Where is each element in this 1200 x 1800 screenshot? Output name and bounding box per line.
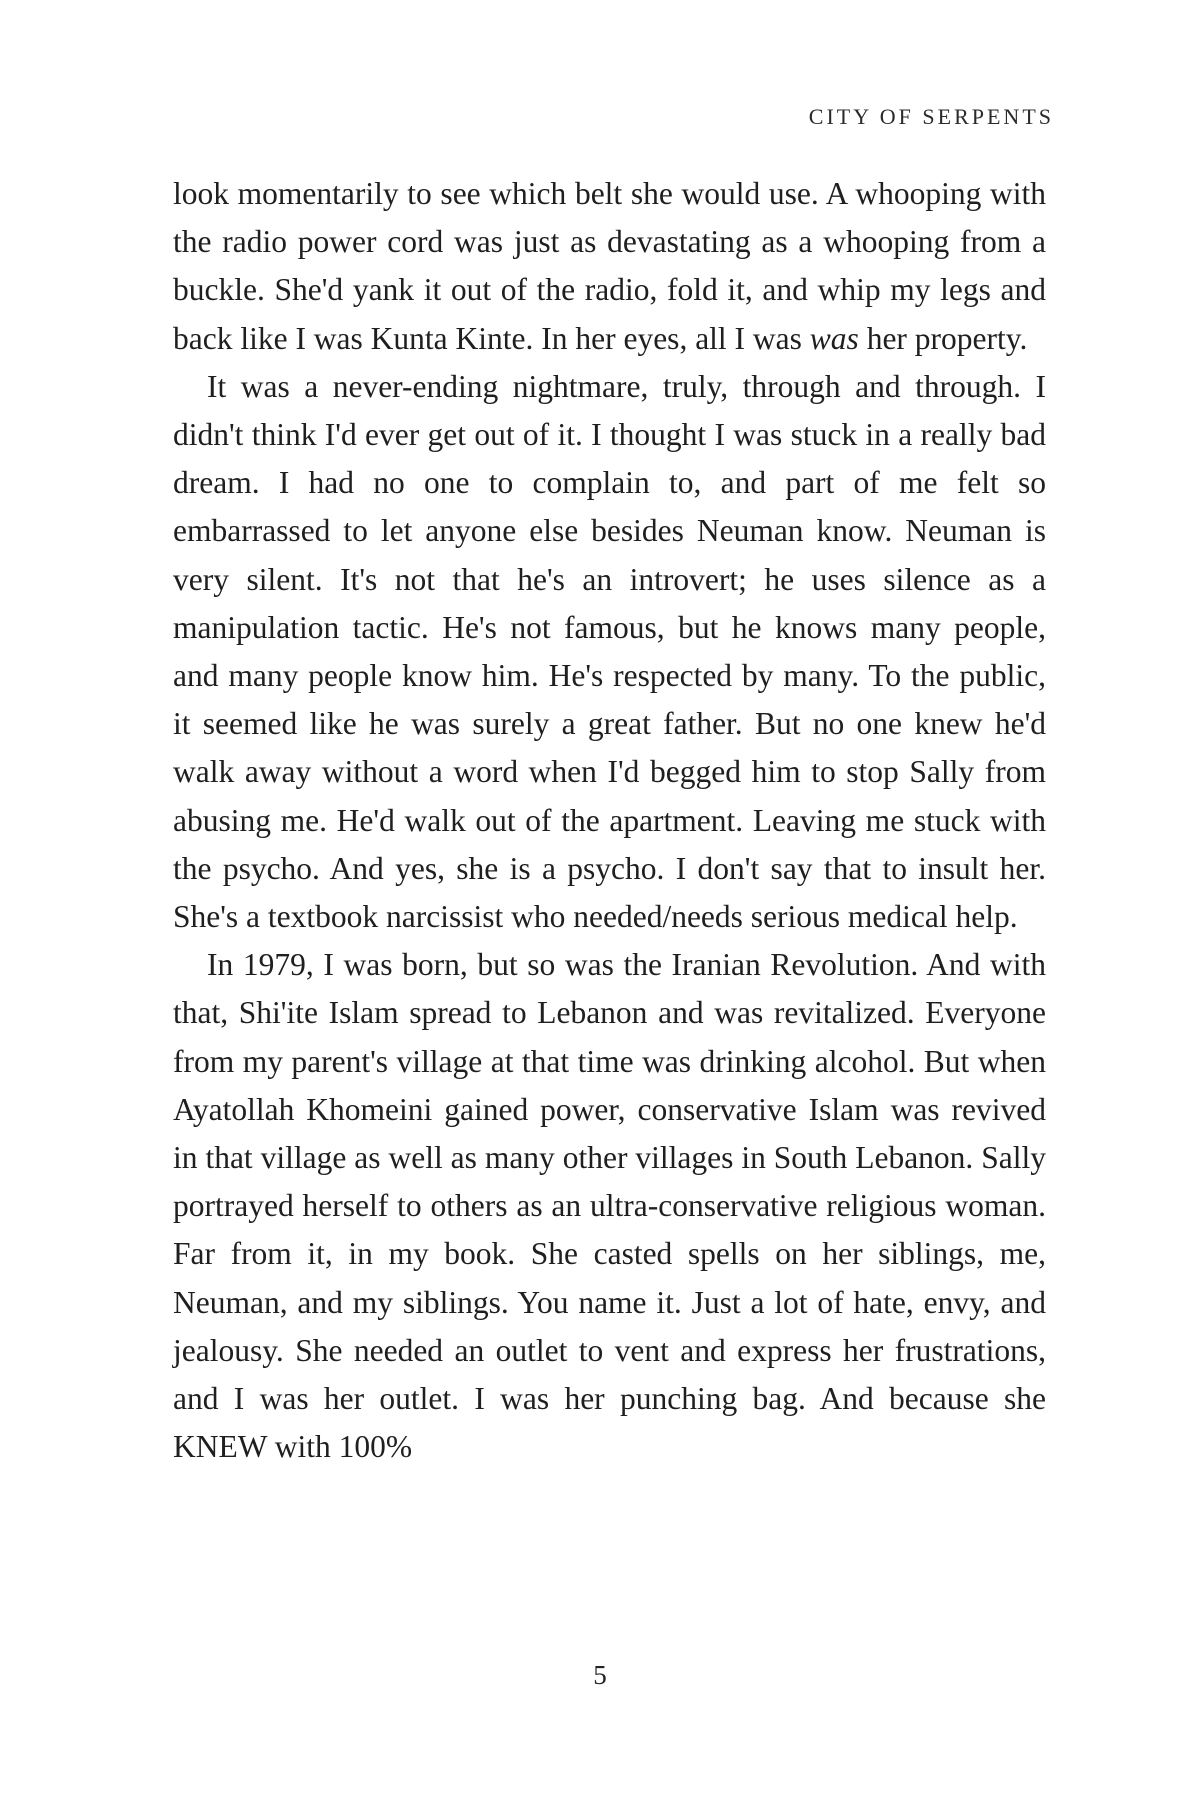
running-header: CITY OF SERPENTS	[808, 104, 1054, 129]
paragraph-1	[173, 170, 1046, 363]
body-text	[173, 170, 1046, 1471]
page-number: 5	[593, 1660, 607, 1690]
paragraph-1-tail: her property.	[858, 320, 1028, 356]
paragraph-1-text: look momentarily to see which belt she would use. A whooping with the radio power cord was just as devastating as a whooping from a buckle. She'd yank it out of the radio, fold it, and whip my legs and back like I was Kunta Kinte. In her eyes, all I was	[173, 176, 1046, 356]
paragraph-2: It was a never-ending nightmare, truly, through and through. I didn't think I'd ever get out of it. I thought I was stuck in a really bad dream. I had no one to complain to, and part of me felt so embarrassed to let anyone else besides Neuman know. Neuman is very silent. It's not that he's an introvert; he uses silence as a manipulation tactic. He's not famous, but he knows many people, and many people know him. He's respected by many. To the public, it seemed like he was surely a great father. But no one knew he'd walk away without a word when I'd begged him to stop Sally from abusing me. He'd walk out of the apartment. Leaving me stuck with the psycho. And yes, she is a psycho. I don't say that to insult her. She's a textbook narcissist who needed/needs serious medical help.	[173, 368, 1046, 935]
paragraph-1-emphasis: was	[809, 320, 859, 356]
paragraph-3: In 1979, I was born, but so was the Iranian Revolution. And with that, Shi'ite Islam spread to Lebanon and was revitalized. Everyone from my parent's village at that time was drinking alcohol. But when Ayatollah Khomeini gained power, conservative Islam was revived in that village as well as many other villages in South Lebanon. Sally portrayed herself to others as an ultra-conservative religious woman. Far from it, in my book. She casted spells on her siblings, me, Neuman, and my siblings. You name it. Just a lot of hate, envy, and jealousy. She needed an outlet to vent and express her frustrations, and I was her outlet. I was her punching bag. And because she KNEW with 100%	[173, 947, 1046, 1465]
